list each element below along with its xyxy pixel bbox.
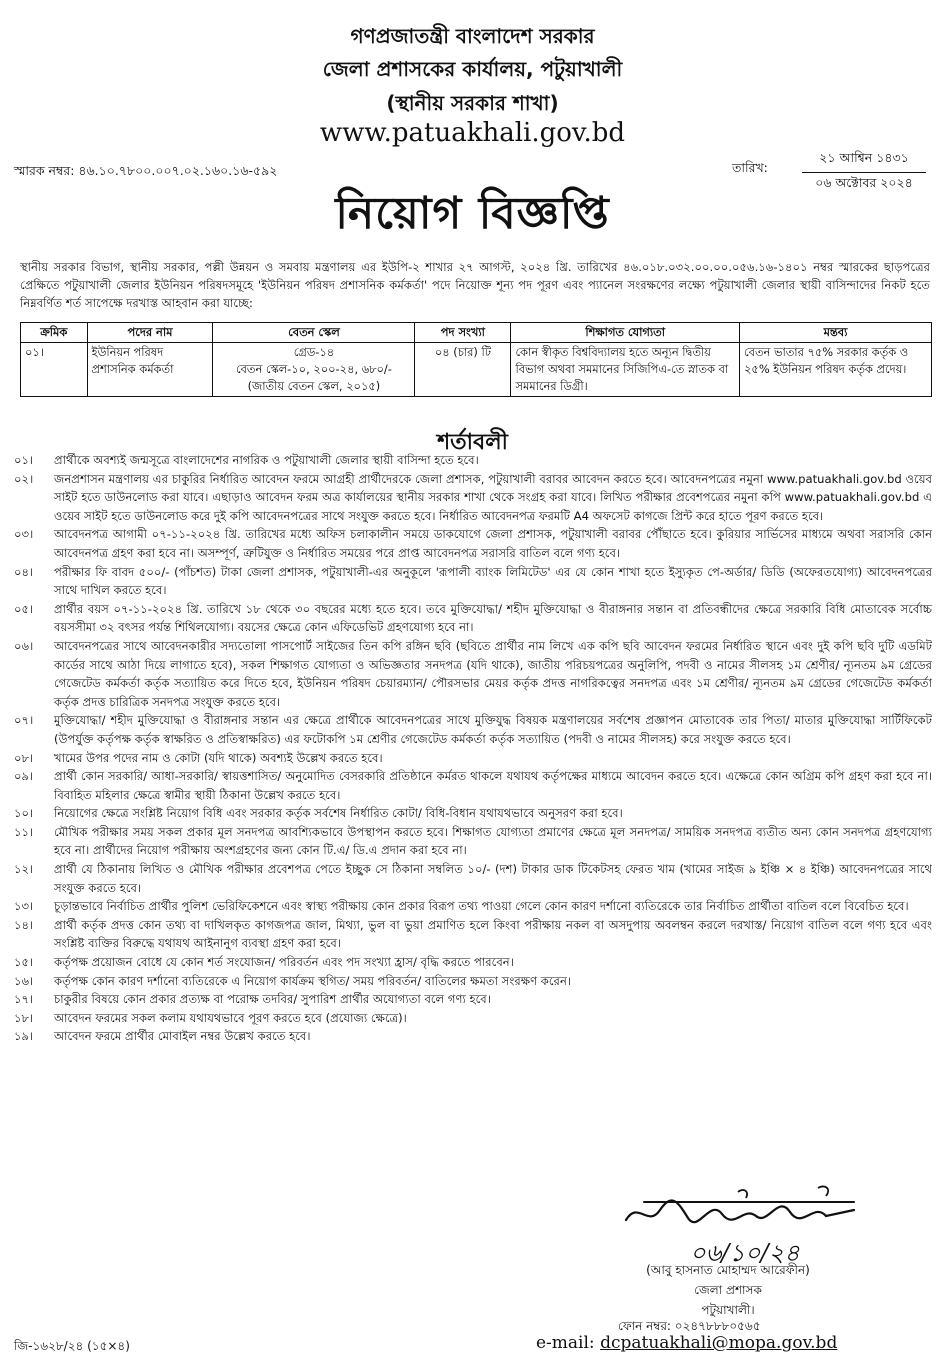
condition-text: কর্তৃপক্ষ প্রয়োজন বোধে যে কোন শর্ত সংযোজন/ পরিবর্তন এবং পদ সংখ্যা হ্রাস/ বৃদ্ধি করতে পারবেন।	[54, 955, 514, 970]
cell-post-name: ইউনিয়ন পরিষদ প্রশাসনিক কর্মকর্তা	[87, 343, 213, 397]
condition-text: পরীক্ষার ফি বাবদ ৫০০/- (পাঁচশত) টাকা জেলা প্রশাসক, পটুয়াখালী-এর অনুকূলে 'রূপালী ব্যাংক লিমিটেড' এর যে কোন শাখা হতে ইস্যুকৃত পে-অর্ডার/ ডিডি (অফেরতযোগ্য) আবেদনপত্রের সাথে দাখিল করতে হবে।	[54, 564, 932, 598]
condition-item	[14, 451, 932, 470]
table-row	[21, 343, 932, 397]
condition-text: মৌখিক পরীক্ষার সময় সকল প্রকার মূল সনদপত্র আবশ্যিকভাবে উপস্থাপন করতে হবে। শিক্ষাগত যোগ্যতা প্রমাণের ক্ষেত্রে মূল সনদপত্র/ সাময়িক সনদপত্র ব্যতীত অন্য কোন সনদপত্র গ্রহণযোগ্য হবে না। প্রার্থীদের নিয়োগ পরীক্ষায় অংশগ্রহণের জন্য কোন টি.এ/ ডি.এ প্রদান করা হবে না।	[54, 824, 932, 858]
col-serial: ক্রমিক	[21, 323, 88, 343]
notice-title: নিয়োগ বিজ্ঞপ্তি	[335, 188, 610, 239]
condition-text: আবেদন ফরমের সকল কলাম যথাযথভাবে পূরণ করতে হবে (প্রযোজ্য ক্ষেত্রে)।	[54, 1010, 407, 1025]
signatory-name: (আবু হাসনাত মোহাম্মদ আরেফীন)	[646, 1263, 810, 1277]
government-title: গণপ্রজাতন্ত্রী বাংলাদেশ সরকার	[350, 24, 595, 48]
condition-item	[14, 897, 932, 916]
pay-scale-note: (জাতীয় বেতন স্কেল, ২০১৫)	[247, 379, 381, 393]
conditions-heading: শর্তাবলী	[437, 430, 508, 455]
date-bangla: ২১ আশ্বিন ১৪৩১	[802, 150, 926, 173]
cell-serial: ০১।	[21, 343, 88, 397]
condition-number: ০৬।	[14, 638, 34, 653]
condition-number: ১১।	[14, 824, 34, 839]
condition-text: আবেদনপত্রের সাথে আবেদনকারীর সদ্যতোলা পাসপোর্ট সাইজের তিন কপি রঙ্গিন ছবি (ছবিতে প্রার্থীর নাম লিখে এক কপি ছবি আবেদন ফরমের নির্ধারিত স্থানে এবং দুই কপি ছবি দুটি এডমিট কার্ডের সাথে আঠা দিয়ে লাগাতে হবে), সকল শিক্ষাগত যোগ্যতা ও অভিজ্ঞতার সনদপত্র (যদি থাকে), জাতীয় পরিচয়পত্রের অনুলিপি, পদবী ও নামের সীলসহ ১ম শ্রেণীর/ ন্যূনতম ৯ম গ্রেডের গেজেটেড কর্মকর্তা কর্তৃক সত্যায়িত করে দিতে হবে, ইউনিয়ন পরিষদ চেয়ারম্যান/ পৌরসভার মেয়র কর্তৃক প্রদত্ত নাগরিকত্বের সনদপত্র এবং ১ম শ্রেণীর/ ন্যূনতম ৯ম গ্রেডের গেজেটেড কর্মকর্তা কর্তৃক প্রদত্ত চারিত্রিক সনদপত্র সংযুক্ত করতে হবে।	[54, 638, 932, 709]
posts-table	[20, 322, 932, 397]
condition-number: ০৭।	[14, 713, 34, 728]
condition-item	[14, 953, 932, 972]
condition-number: ০৩।	[14, 527, 34, 542]
condition-number: ১২।	[14, 862, 34, 877]
condition-text: কর্তৃপক্ষ কোন কারণ দর্শানো ব্যতিরেকে এ নিয়োগ কার্যক্রম স্থগিত/ সময় পরিবর্তন/ বাতিলের ক্ষমতা সংরক্ষণ করেন।	[54, 973, 572, 988]
condition-text: আবেদন ফরমে প্রার্থীর মোবাইল নম্বর উল্লেখ করতে হবে।	[54, 1029, 311, 1044]
cell-remarks: বেতন ভাতার ৭৫% সরকার কর্তৃক ও ২৫% ইউনিয়ন পরিষদ কর্তৃক প্রদেয়।	[740, 343, 932, 397]
phone-number: ফোন নম্বর: ০২৪৭৮৮৮০৫৬৫	[618, 1319, 761, 1333]
condition-text: জনপ্রশাসন মন্ত্রণালয় এর চাকুরির নির্ধারিত আবেদন ফরমে আগ্রহী প্রার্থীদেরকে জেলা প্রশাসক, পটুয়াখালী বরাবর আবেদন করতে হবে। আবেদনপত্রের নমুনা www.patuakhali.gov.bd ওয়েব সাইট হতে ডাউনলোড করা যাবে। এছাড়াও আবেদন ফরম অত্র কার্যালয়ের স্থানীয় সরকার শাখা থেকে সংগ্রহ করা যাবে। লিখিত পরীক্ষার প্রবেশপত্রের নমুনা কপি www.patuakhali.gov.bd এ ওয়েব সাইট হতে ডাউনলোড করে দুই কপি আবেদনপত্রের সাথে সংযুক্ত করতে হবে। নির্ধারিত আবেদনপত্র ফরমটি A4 অফসেট কাগজে প্রিন্ট করে হাতে পূরণ করতে হবে।	[54, 471, 932, 523]
date-english: ০৬ অক্টোবর ২০২৪	[815, 175, 913, 190]
condition-number: ১৪।	[14, 917, 34, 932]
condition-item	[14, 525, 932, 562]
condition-text: আবেদনপত্র আগামী ০৭-১১-২০২৪ খ্রি. তারিখের মধ্যে অফিস চলাকালীন সময়ে ডাকযোগে জেলা প্রশাসক, পটুয়াখালী বরাবর পৌঁছাতে হবে। কুরিয়ার সার্ভিসের মাধ্যমে অথবা সরাসরি কোন আবেদনপত্র গ্রহণ করা হবে না। অসম্পূর্ণ, ত্রুটিযুক্ত ও নির্ধারিত সময়ের পরে প্রাপ্ত আবেদনপত্র সরাসরি বাতিল বলে গণ্য হবে।	[54, 527, 932, 560]
condition-item	[14, 767, 932, 804]
email-label: e-mail:	[536, 1333, 595, 1353]
condition-text: চাকুরীর বিষয়ে কোন প্রকার প্রত্যক্ষ বা পরোক্ষ তদবির/ সুপারিশ প্রার্থীর অযোগ্যতা বলে গণ্য হবে।	[54, 992, 491, 1007]
condition-item	[14, 637, 932, 711]
signatory-designation: জেলা প্রশাসক	[694, 1283, 762, 1297]
intro-paragraph: স্থানীয় সরকার বিভাগ, স্থানীয় সরকার, পল্লী উন্নয়ন ও সমবায় মন্ত্রণালয় এর ইউপি-২ শাখার ২৭ আগস্ট, ২০২৪ খ্রি. তারিখের ৪৬.০১৮.০৩২.০০.০০.০৫৬.১৬-১৪০১ নম্বর স্মারকের ছাড়পত্রের প্রেক্ষিতে পটুয়াখালী জেলার ইউনিয়ন পরিষদসমূহে 'ইউনিয়ন পরিষদ প্রশাসনিক কর্মকর্তা' পদে নিয়োক্ত শূন্য পদ পূরণ এবং প্যানেল সংরক্ষণের লক্ষ্যে পটুয়াখালী জেলার স্থায়ী বাসিন্দাদের নিকট হতে নিম্নবর্ণিত শর্ত সাপেক্ষে দরখাস্ত আহবান করা যাচ্ছে:	[20, 260, 930, 310]
section-title: (স্থানীয় সরকার শাখা)	[386, 91, 559, 115]
condition-text: প্রার্থী যে ঠিকানায় লিখিত ও মৌখিক পরীক্ষার প্রবেশপত্র পেতে ইচ্ছুক সে ঠিকানা সম্বলিত ১০/- (দশ) টাকার ডাক টিকেটসহ ফেরত খাম (খামের সাইজ ৯ ইঞ্চি × ৪ ইঞ্চি) আবেদনপত্রের সাথে সংযুক্ত করতে হবে।	[54, 862, 933, 895]
condition-number: ১০।	[14, 806, 34, 821]
condition-item	[14, 916, 932, 953]
condition-item	[14, 470, 932, 526]
cell-post-count: ০৪ (চার) টি	[415, 343, 511, 397]
table-header-row	[21, 323, 932, 343]
condition-number: ০২।	[14, 471, 34, 486]
condition-text: প্রার্থীর বয়স ০৭-১১-২০২৪ খ্রি. তারিখে ১৮ থেকে ৩০ বছরের মধ্যে হতে হবে। তবে মুক্তিযোদ্ধা/ শহীদ মুক্তিযোদ্ধা ও বীরাঙ্গনার সন্তান বা প্রতিবন্ধীদের ক্ষেত্রে সরকারি বিধি মোতাবেক সর্বোচ্চ বয়সসীমা ৩২ বৎসর পর্যন্ত শিথিলযোগ্য। বয়সের ক্ষেত্রে কোন এফিডেভিট গ্রহণযোগ্য হবে না।	[54, 601, 932, 635]
condition-number: ০১।	[14, 453, 34, 467]
condition-number: ১৩।	[14, 899, 34, 914]
pay-scale: বেতন স্কেল-১০, ২০০-২৪, ৬৮০/-	[235, 362, 392, 376]
condition-number: ০৯।	[14, 769, 34, 784]
condition-number: ১৬।	[14, 973, 34, 988]
condition-text: চূড়ান্তভাবে নির্বাচিত প্রার্থীর পুলিশ ভেরিফিকেশনে এবং স্বাস্থ্য পরীক্ষায় কোন প্রকার বিরূপ তথ্য পাওয়া গেলে কোন কারণ দর্শানো ব্যতিরেকে তার নির্বাচিত প্রার্থীতা বাতিল বলে বিবেচিত হবে।	[54, 899, 909, 914]
date-label: তারিখ:	[732, 160, 768, 175]
email-line	[536, 1333, 837, 1353]
memo-number: স্মারক নম্বর: ৪৬.১০.৭৮০০.০০৭.০২.১৬০.১৬-৫৯২	[14, 163, 278, 178]
condition-item	[14, 823, 932, 860]
handwritten-date: ০৬/১০/২৪	[690, 1239, 800, 1267]
condition-number: ১৯।	[14, 1029, 34, 1044]
condition-item	[14, 563, 932, 600]
condition-text: প্রার্থীকে অবশ্যই জন্মসূত্রে বাংলাদেশের নাগরিক ও পটুয়াখালী জেলার স্থায়ী বাসিন্দা হতে হবে।	[54, 453, 479, 467]
condition-item	[14, 972, 932, 991]
col-remarks: মন্তব্য	[740, 323, 932, 343]
col-post-count: পদ সংখ্যা	[415, 323, 511, 343]
condition-number: ১৮।	[14, 1010, 34, 1025]
cell-pay-scale	[213, 343, 415, 397]
condition-item	[14, 1009, 932, 1028]
condition-item	[14, 804, 932, 823]
condition-text: খামের উপর পদের নাম ও কোটা (যদি থাকে) অবশ্যই উল্লেখ করতে হবে।	[54, 750, 383, 765]
condition-text: প্রার্থী কর্তৃক প্রদত্ত কোন তথ্য বা দাখিলকৃত কাগজপত্র জাল, মিথ্যা, ভুল বা ভুয়া প্রমাণিত হলে কিংবা পরীক্ষায় নকল বা অসদুপায় অবলম্বন করলে দরখাস্ত/ নিয়োগ বাতিল বলে গণ্য হবে এবং সংশ্লিষ্ট ব্যক্তির বিরুদ্ধে যথাযথ আইনানুগ ব্যবস্থা গ্রহণ করা হবে।	[54, 917, 932, 951]
condition-text: প্রার্থী কোন সরকারি/ আধা-সরকারি/ স্বায়ত্তশাসিত/ অনুমোদিত বেসরকারি প্রতিষ্ঠানে কর্মরত থাকলে যথাযথ কর্তৃপক্ষের মাধ্যমে আবেদন করতে হবে। এক্ষেত্রে কোন অগ্রিম কপি গ্রহণ করা হবে না। বিবাহিত মহিলার ক্ষেত্রে স্বামীর স্থায়ী ঠিকানা উল্লেখ করতে হবে।	[54, 769, 932, 802]
col-post-name: পদের নাম	[87, 323, 213, 343]
condition-item	[14, 600, 932, 637]
pay-grade: গ্রেড-১৪	[293, 345, 335, 359]
print-code: জি-১৬২৮/২৪ (১৫×৪)	[14, 1339, 130, 1353]
cell-qualification: কোন স্বীকৃত বিশ্ববিদ্যালয় হতে অন্যূন দ্বিতীয় বিভাগ অথবা সমমানের সিজিপিএ-তে স্নাতক বা সমমানের ডিগ্রী।	[511, 343, 740, 397]
condition-item	[14, 990, 932, 1009]
condition-number: ১৭।	[14, 992, 34, 1007]
condition-item	[14, 749, 932, 768]
signatory-block	[578, 1260, 878, 1320]
condition-item	[14, 711, 932, 748]
condition-number: ০৮।	[14, 750, 34, 765]
condition-number: ০৪।	[14, 564, 34, 579]
website-url: www.patuakhali.gov.bd	[319, 118, 626, 148]
condition-text: মুক্তিযোদ্ধা/ শহীদ মুক্তিযোদ্ধা ও বীরাঙ্গনার সন্তান এর ক্ষেত্রে প্রার্থীকে আবেদনপত্রের সাথে মুক্তিযুদ্ধ বিষয়ক মন্ত্রণালয়ের সর্বশেষ প্রজ্ঞাপন মোতাবেক তার পিতা/ মাতার মুক্তিযোদ্ধা সার্টিফিকেট (উপর্যুক্ত কর্তৃপক্ষ কর্তৃক স্বাক্ষরিত ও প্রতিস্বাক্ষরিত) এর ফটোকপি ১ম শ্রেণীর গেজেটেড কর্মকর্তা কর্তৃক সত্যায়িত (পদবী ও নামের সীলসহ) করে সংযুক্ত করতে হবে।	[54, 713, 932, 746]
col-pay-scale: বেতন স্কেল	[213, 323, 415, 343]
condition-item	[14, 860, 932, 897]
condition-number: ০৫।	[14, 601, 34, 616]
col-qualification: শিক্ষাগত যোগ্যতা	[511, 323, 740, 343]
condition-number: ১৫।	[14, 955, 34, 970]
handwritten-signature	[618, 1180, 868, 1236]
conditions-list	[14, 451, 932, 1046]
office-title: জেলা প্রশাসকের কার্যালয়, পটুয়াখালী	[322, 57, 623, 81]
condition-item	[14, 1027, 932, 1046]
email-address[interactable]: dcpatuakhali@mopa.gov.bd	[600, 1333, 838, 1353]
condition-text: নিয়োগের ক্ষেত্রে সংশ্লিষ্ট নিয়োগ বিধি এবং সরকার কর্তৃক সর্বশেষ নির্ধারিত কোটা/ বিধি-বিধান যথাযথভাবে অনুসরণ করা হবে।	[54, 806, 623, 821]
signatory-district: পটুয়াখালী।	[701, 1303, 755, 1317]
